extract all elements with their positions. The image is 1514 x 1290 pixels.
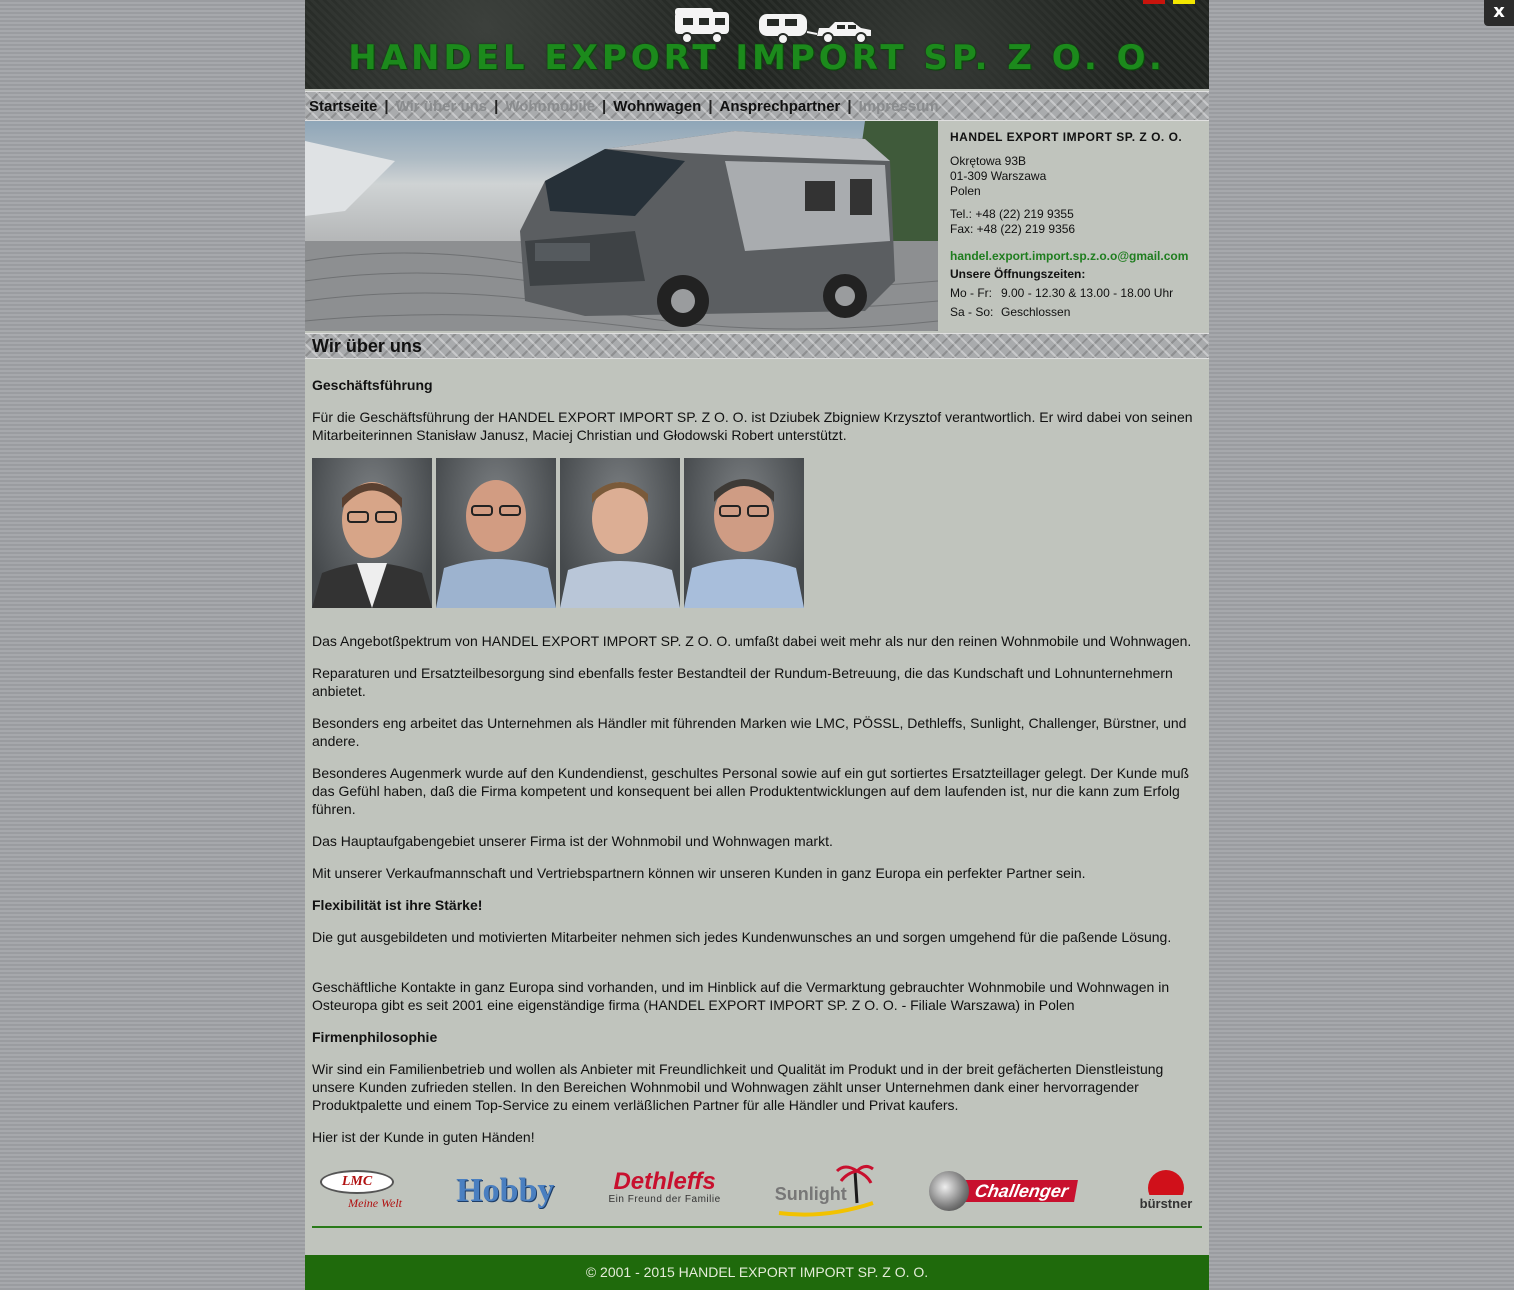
nav-separator: | (602, 97, 607, 115)
opening-hours-row (950, 305, 1197, 320)
brand-logo-dethleffs[interactable] (608, 1168, 721, 1209)
team-photo (560, 458, 680, 608)
motorhome-illustration-icon (305, 121, 938, 331)
team-photos (312, 458, 1202, 608)
contact-company-name: HANDEL EXPORT IMPORT SP. Z O. O. (950, 130, 1183, 144)
nav-item-wohnwagen[interactable]: Wohnwagen (613, 97, 702, 115)
person-photo-icon (684, 458, 804, 608)
opening-hours-time: Geschlossen (1001, 305, 1071, 319)
section-title: Wir über uns (312, 335, 422, 356)
contact-fax: Fax: +48 (22) 219 9356 (950, 222, 1076, 236)
site-footer (305, 1255, 1209, 1290)
challenger-wordmark: Challenger (951, 1180, 1078, 1202)
paragraph: Das Angebotßpektrum von HANDEL EXPORT IMPORT SP. Z O. O. umfaßt dabei weit mehr als nur den reinen Wohnmobile und Wohnwagen. (312, 633, 1192, 649)
contact-box (938, 121, 1209, 331)
nav-separator: | (847, 97, 852, 115)
nav-item-wohnmobile[interactable]: Wohnmobile (505, 97, 596, 115)
brand-logos (312, 1160, 1202, 1222)
flag-polish-icon[interactable] (1143, 0, 1165, 4)
contact-email-link[interactable]: handel.export.import.sp.z.o.o@gmail.com (950, 249, 1189, 263)
language-switcher (1143, 0, 1195, 4)
heading-management: Geschäftsführung (312, 377, 433, 393)
paragraph: Besonders eng arbeitet das Unternehmen als Händler mit führenden Marken wie LMC, PÖSSL, Dethleffs, Sunlight, Challenger, Bürstner, und andere. (312, 715, 1187, 749)
challenger-emblem-icon (929, 1171, 969, 1211)
paragraph: Die gut ausgebildeten und motivierten Mitarbeiter nehmen sich jedes Kundenwunsches an und sorgen umgehend für die paßende Lösung. (312, 929, 1172, 945)
copyright-text: © 2001 - 2015 HANDEL EXPORT IMPORT SP. Z O. O. (585, 1264, 929, 1280)
page-container (305, 0, 1209, 1290)
opening-hours-time: 9.00 - 12.30 & 13.00 - 18.00 Uhr (1001, 286, 1174, 300)
site-logo-text[interactable]: HANDEL EXPORT IMPORT SP. Z O. O. (348, 38, 1166, 78)
hero-section (305, 121, 1209, 331)
contact-city: 01-309 Warszawa (950, 169, 1047, 183)
paragraph: Mit unserer Verkaufmannschaft und Vertriebspartnern können wir unseren Kunden in ganz Europa ein perfekter Partner sein. (312, 865, 1086, 881)
nav-separator: | (708, 97, 713, 115)
flag-german-icon[interactable] (1173, 0, 1195, 4)
brand-logo-sunlight[interactable] (775, 1163, 875, 1219)
person-photo-icon (436, 458, 556, 608)
brand-logo-lmc[interactable] (312, 1170, 402, 1212)
nav-separator: | (384, 97, 389, 115)
opening-hours-days: Mo - Fr: (950, 286, 992, 300)
nav-item-impressum[interactable]: Impressum (858, 97, 939, 115)
dethleffs-wordmark: Dethleffs (613, 1168, 716, 1195)
brand-logo-hobby[interactable]: Hobby (456, 1172, 555, 1209)
nav-separator: | (494, 97, 499, 115)
person-photo-icon (312, 458, 432, 608)
opening-hours-row (950, 286, 1197, 301)
site-header (305, 0, 1209, 89)
nav-item-wir-ueber-uns[interactable]: Wir über uns (395, 97, 488, 115)
paragraph: Besonderes Augenmerk wurde auf den Kundendienst, geschultes Personal sowie auf ein gut sortiertes Ersatzteillager gelegt. Der Kunde muß das Gefühl haben, daß die Firma kompetent und konsequent bei allen Produktentwicklungen auf dem laufenden ist, nur die kann zum Erfolg führen. (312, 765, 1190, 817)
paragraph: Reparaturen und Ersatzteilbesorgung sind ebenfalls fester Bestandteil der Rundum-Betreuung, die das Kundschaft und Lohnunternehmern anbietet. (312, 665, 1173, 699)
person-photo-icon (560, 458, 680, 608)
paragraph: Geschäftliche Kontakte in ganz Europa sind vorhanden, und im Hinblick auf die Vermarktung gebrauchter Wohnmobile und Wohnwagen in Osteuropa gibt es seit 2001 eine eigenständige firma (HANDEL EXPORT IMPORT SP. Z O. O. - Filiale Warszawa) in Polen (312, 979, 1170, 1013)
heading-philosophy: Firmenphilosophie (312, 1029, 438, 1045)
team-photo (312, 458, 432, 608)
brand-divider (312, 1226, 1202, 1228)
paragraph: Wir sind ein Familienbetrieb und wollen als Anbieter mit Freundlichkeit und Qualität im Produkt und in der breit gefächerten Dienstleistung unsere Kunden zufrieden stellen. In den Bereichen Wohnmobil und Wohnwagen zählt unser Unternehmen dank einer hervorragender Produktpalette und einem Top-Service zu einem verläßlichen Partner für alle Händler und Privat kaufers. (312, 1061, 1164, 1113)
main-content (305, 359, 1209, 1228)
close-button[interactable]: x (1484, 0, 1514, 26)
team-photo (436, 458, 556, 608)
main-navigation (305, 91, 1209, 121)
burstner-wordmark: bürstner (1139, 1195, 1193, 1211)
dethleffs-tagline: Ein Freund der Familie (608, 1194, 721, 1205)
opening-hours-title: Unsere Öffnungszeiten: (950, 267, 1086, 281)
paragraph: Das Hauptaufgabengebiet unserer Firma ist der Wohnmobil und Wohnwagen markt. (312, 833, 833, 849)
contact-tel: Tel.: +48 (22) 219 9355 (950, 207, 1074, 221)
brand-logo-challenger[interactable] (929, 1171, 1076, 1211)
motorhome-hero-image (305, 121, 938, 331)
contact-street: Okrętowa 93B (950, 154, 1027, 168)
heading-flexibility: Flexibilität ist ihre Stärke! (312, 897, 483, 913)
contact-country: Polen (950, 184, 981, 198)
nav-item-ansprechpartner[interactable]: Ansprechpartner (719, 97, 841, 115)
lmc-wordmark: LMC (320, 1170, 394, 1194)
section-title-bar (305, 333, 1209, 359)
sunlight-wordmark: Sunlight (774, 1184, 847, 1204)
paragraph: Hier ist der Kunde in guten Händen! (312, 1129, 535, 1145)
opening-hours-days: Sa - So: (950, 305, 994, 319)
nav-item-startseite[interactable]: Startseite (309, 97, 378, 115)
team-photo (684, 458, 804, 608)
brand-logo-burstner[interactable] (1130, 1170, 1202, 1213)
paragraph-management: Für die Geschäftsführung der HANDEL EXPORT IMPORT SP. Z O. O. ist Dziubek Zbigniew Krzysztof verantwortlich. Er wird dabei von seinen Mitarbeiterinnen Stanisław Janusz, Maciej Christian und Głodowski Robert unterstützt. (312, 409, 1193, 443)
lmc-tagline: Meine Welt (348, 1196, 402, 1210)
